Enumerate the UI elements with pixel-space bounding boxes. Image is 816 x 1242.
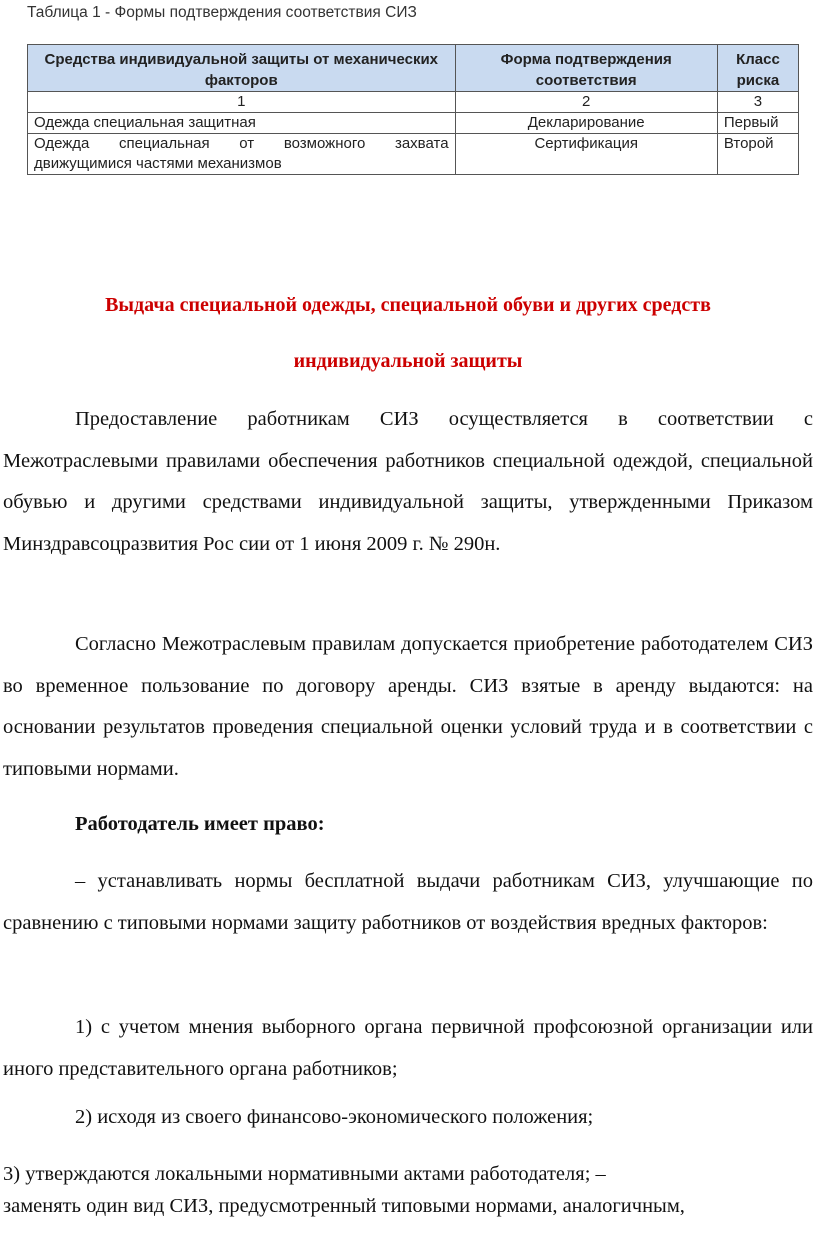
paragraph-item-1: 1) с учетом мнения выборного органа первичной профсоюзной организации или иного представительного органа работников;	[3, 1016, 813, 1080]
section-heading-line1: Выдача специальной одежды, специальной обуви и других средств	[105, 294, 711, 316]
number-cell: 3	[717, 92, 798, 113]
table-number-row	[28, 92, 799, 113]
table-caption: Таблица 1 - Формы подтверждения соответствия СИЗ	[27, 4, 417, 21]
header-cell-form: Форма подтверждения соответствия	[455, 45, 717, 92]
number-cell: 2	[455, 92, 717, 113]
conformity-table	[27, 44, 799, 175]
table-cell-risk-class: Второй	[717, 134, 798, 175]
header-cell-ppe: Средства индивидуальной защиты от механических факторов	[28, 45, 456, 92]
header-cell-risk-class: Класс риска	[717, 45, 798, 92]
paragraph-item-3: 3) утверждаются локальными нормативными актами работодателя; –	[3, 1163, 606, 1185]
table-cell-form: Декларирование	[455, 113, 717, 134]
table-header-row	[28, 45, 799, 92]
number-cell: 1	[28, 92, 456, 113]
paragraph-norms: – устанавливать нормы бесплатной выдачи работникам СИЗ, улучшающие по сравнению с типовыми нормами защиту работников от воздействия вредных факторов:	[3, 870, 813, 934]
table-row	[28, 113, 799, 134]
section-heading-line2: индивидуальной защиты	[293, 350, 523, 372]
table-cell-form: Сертификация	[455, 134, 717, 175]
table-cell-ppe: Одежда специальная от возможного захвата движущимися частями механизмов	[28, 134, 456, 175]
paragraph-ppe-provision: Предоставление работникам СИЗ осуществляется в соответствии с Межотраслевыми правилами обеспечения работников специальной одеждой, специальной обувью и другими средствами индивидуальной защиты, утвержденными Приказом Минздравсоцразвития Рос сии от 1 июня 2009 г. № 290н.	[3, 408, 813, 555]
paragraph-replace: заменять один вид СИЗ, предусмотренный типовыми нормами, аналогичным,	[3, 1195, 685, 1217]
rights-title: Работодатель имеет право:	[75, 813, 325, 835]
table-cell-risk-class: Первый	[717, 113, 798, 134]
table-cell-ppe: Одежда специальная защитная	[28, 113, 456, 134]
paragraph-rental: Согласно Межотраслевым правилам допускается приобретение работодателем СИЗ во временное пользование по договору аренды. СИЗ взятые в аренду выдаются: на основании результатов проведения специальной оценки условий труда и в соответствии с типовыми нормами.	[3, 633, 813, 780]
paragraph-item-2: 2) исходя из своего финансово-экономического положения;	[75, 1106, 594, 1128]
table-row	[28, 134, 799, 175]
